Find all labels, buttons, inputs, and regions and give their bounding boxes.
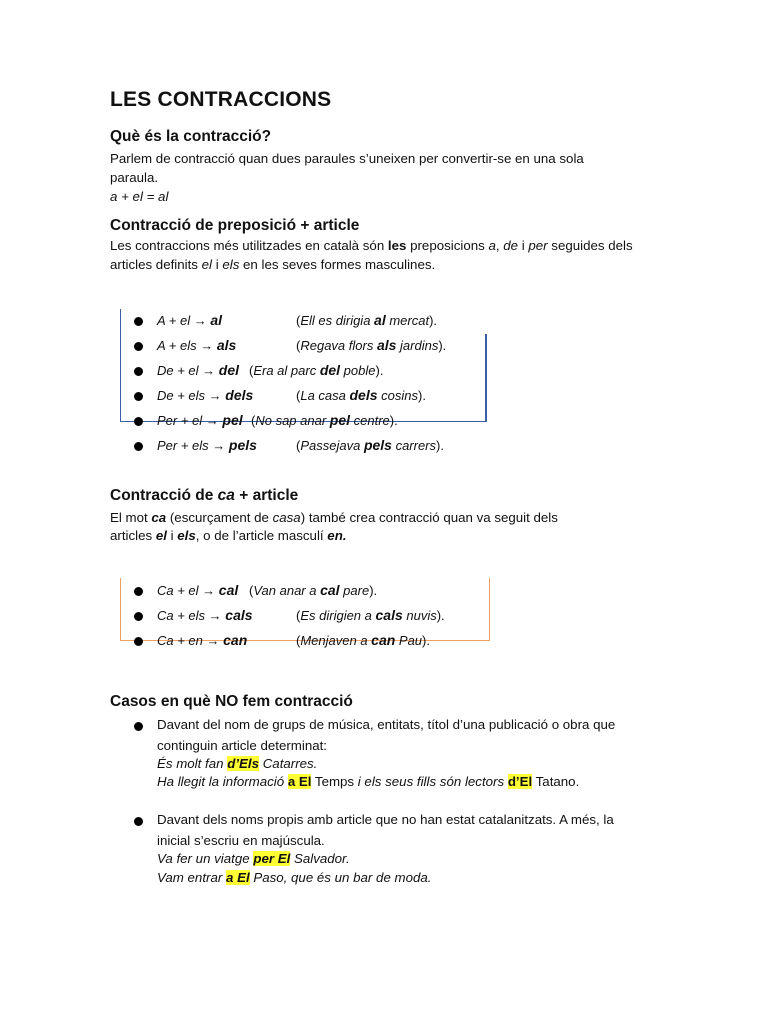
bullet-icon	[134, 722, 143, 731]
bullet-icon	[134, 342, 143, 351]
bullet-icon	[134, 587, 143, 596]
no-contraction-rule-2-line-1: Davant dels noms propis amb article que no han estat catalanitzats. A més, la	[157, 812, 614, 827]
no-contraction-rule-1-line-2: continguin article determinat:	[157, 738, 327, 753]
section-heading-definition: Què és la contracció?	[110, 128, 272, 145]
bullet-icon	[134, 637, 143, 646]
ca-intro-line-1: El mot ca (escurçament de casa) també crea contracció quan va seguit dels	[110, 510, 558, 525]
section-heading-no-contraction: Casos en què NO fem contracció	[110, 693, 353, 710]
preposition-box-right	[485, 334, 487, 422]
bullet-icon	[134, 367, 143, 376]
bullet-icon	[134, 392, 143, 401]
no-contraction-example-4: Vam entrar a El Paso, que és un bar de moda.	[157, 870, 432, 885]
no-contraction-rule-2-line-2: inicial s’escriu en majúscula.	[157, 833, 325, 848]
bullet-icon	[134, 612, 143, 621]
bullet-icon	[134, 417, 143, 426]
definition-formula: a + el = al	[110, 189, 169, 204]
page-title: LES CONTRACCIONS	[110, 88, 332, 111]
preposition-intro-line-2: articles definits el i els en les seves formes masculines.	[110, 257, 436, 272]
bullet-icon	[134, 817, 143, 826]
preposition-intro-line-1: Les contraccions més utilitzades en català són les preposicions a, de i per seguides dels	[110, 238, 633, 253]
definition-line-1: Parlem de contracció quan dues paraules s’uneixen per convertir-se en una sola	[110, 151, 584, 166]
section-heading-ca: Contracció de ca + article	[110, 487, 299, 504]
ca-intro-line-2: articles el i els, o de l’article masculí en.	[110, 528, 347, 543]
definition-line-2: paraula.	[110, 170, 159, 185]
bullet-icon	[134, 317, 143, 326]
no-contraction-example-2: Ha llegit la informació a El Temps i els seus fills són lectors d’El Tatano.	[157, 774, 580, 789]
no-contraction-rule-1-line-1: Davant del nom de grups de música, entitats, títol d’una publicació o obra que	[157, 717, 616, 732]
section-heading-preposition: Contracció de preposició + article	[110, 217, 360, 234]
bullet-icon	[134, 442, 143, 451]
no-contraction-example-1: És molt fan d’Els Catarres.	[157, 756, 318, 771]
no-contraction-example-3: Va fer un viatge per El Salvador.	[157, 851, 350, 866]
